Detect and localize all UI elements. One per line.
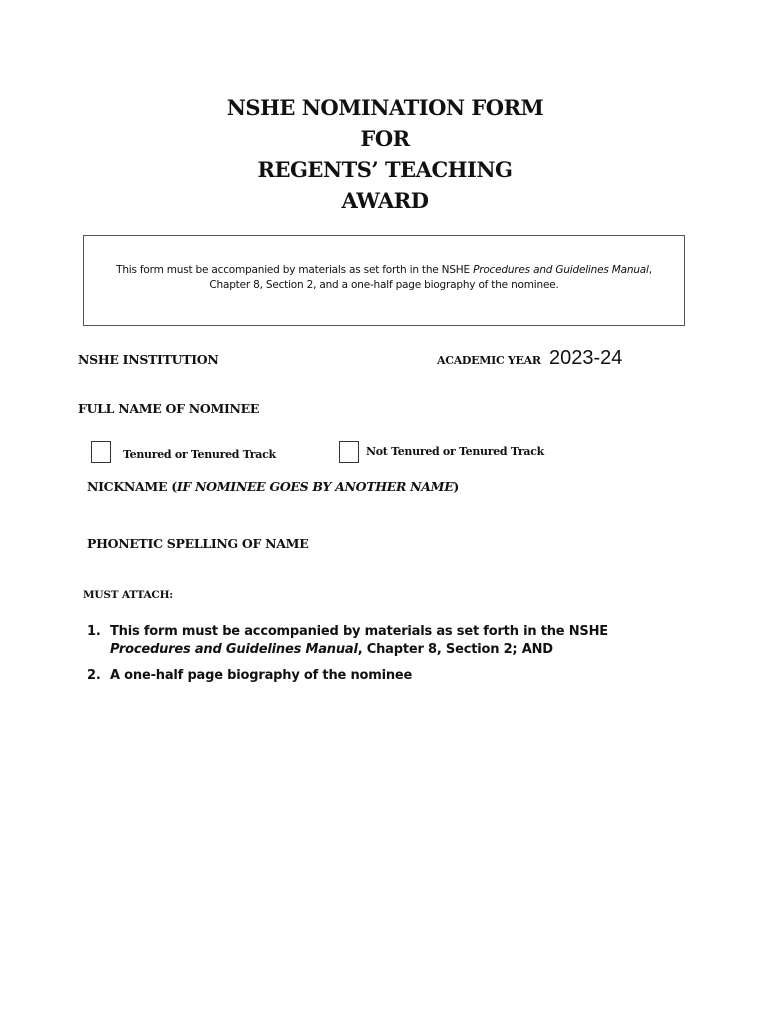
not-tenured-label: Not Tenured or Tenured Track [366, 445, 544, 458]
title-line-3: REGENTS’ TEACHING [257, 157, 513, 182]
attach-item-2-number: 2. [87, 668, 101, 683]
form-title [0, 92, 770, 216]
notice-part-1: This form must be accompanied by materials as set forth in the NSHE [116, 264, 474, 276]
academic-year-label: ACADEMIC YEAR [437, 354, 541, 367]
not-tenured-checkbox[interactable] [339, 441, 359, 463]
academic-year-value[interactable]: 2023-24 [549, 347, 623, 369]
notice-part-2: , Chapter 8, Section 2, and a one-half page biography of the nominee. [209, 264, 652, 291]
title-line-4: AWARD [341, 188, 429, 213]
notice-manual-title: Procedures and Guidelines Manual [473, 264, 649, 276]
attach-item-2-text: A one-half page biography of the nominee [110, 668, 413, 683]
notice-text [100, 263, 668, 293]
title-line-1: NSHE NOMINATION FORM [226, 95, 544, 120]
attach-item-1-manual-title: Procedures and Guidelines Manual [110, 642, 358, 657]
nickname-label-italic: IF NOMINEE GOES BY ANOTHER NAME [176, 479, 454, 494]
attach-item-2 [87, 667, 647, 687]
nickname-label-text: NICKNAME ( [87, 479, 177, 494]
phonetic-label: PHONETIC SPELLING OF NAME [87, 536, 309, 551]
nickname-label-close: ) [453, 479, 460, 494]
attach-item-1-part-1: This form must be accompanied by materials as set forth in the NSHE [110, 624, 608, 639]
full-name-label: FULL NAME OF NOMINEE [78, 401, 260, 416]
attach-item-1 [87, 623, 647, 663]
title-line-2: FOR [360, 126, 410, 151]
institution-label: NSHE INSTITUTION [78, 352, 219, 367]
attach-item-1-number: 1. [87, 624, 101, 639]
tenured-label: Tenured or Tenured Track [123, 448, 276, 461]
nickname-label [87, 479, 459, 494]
tenured-checkbox[interactable] [91, 441, 111, 463]
attach-item-1-part-2: , Chapter 8, Section 2; AND [357, 642, 553, 657]
must-attach-heading: MUST ATTACH: [83, 589, 173, 601]
attach-item-1-text [110, 623, 630, 659]
